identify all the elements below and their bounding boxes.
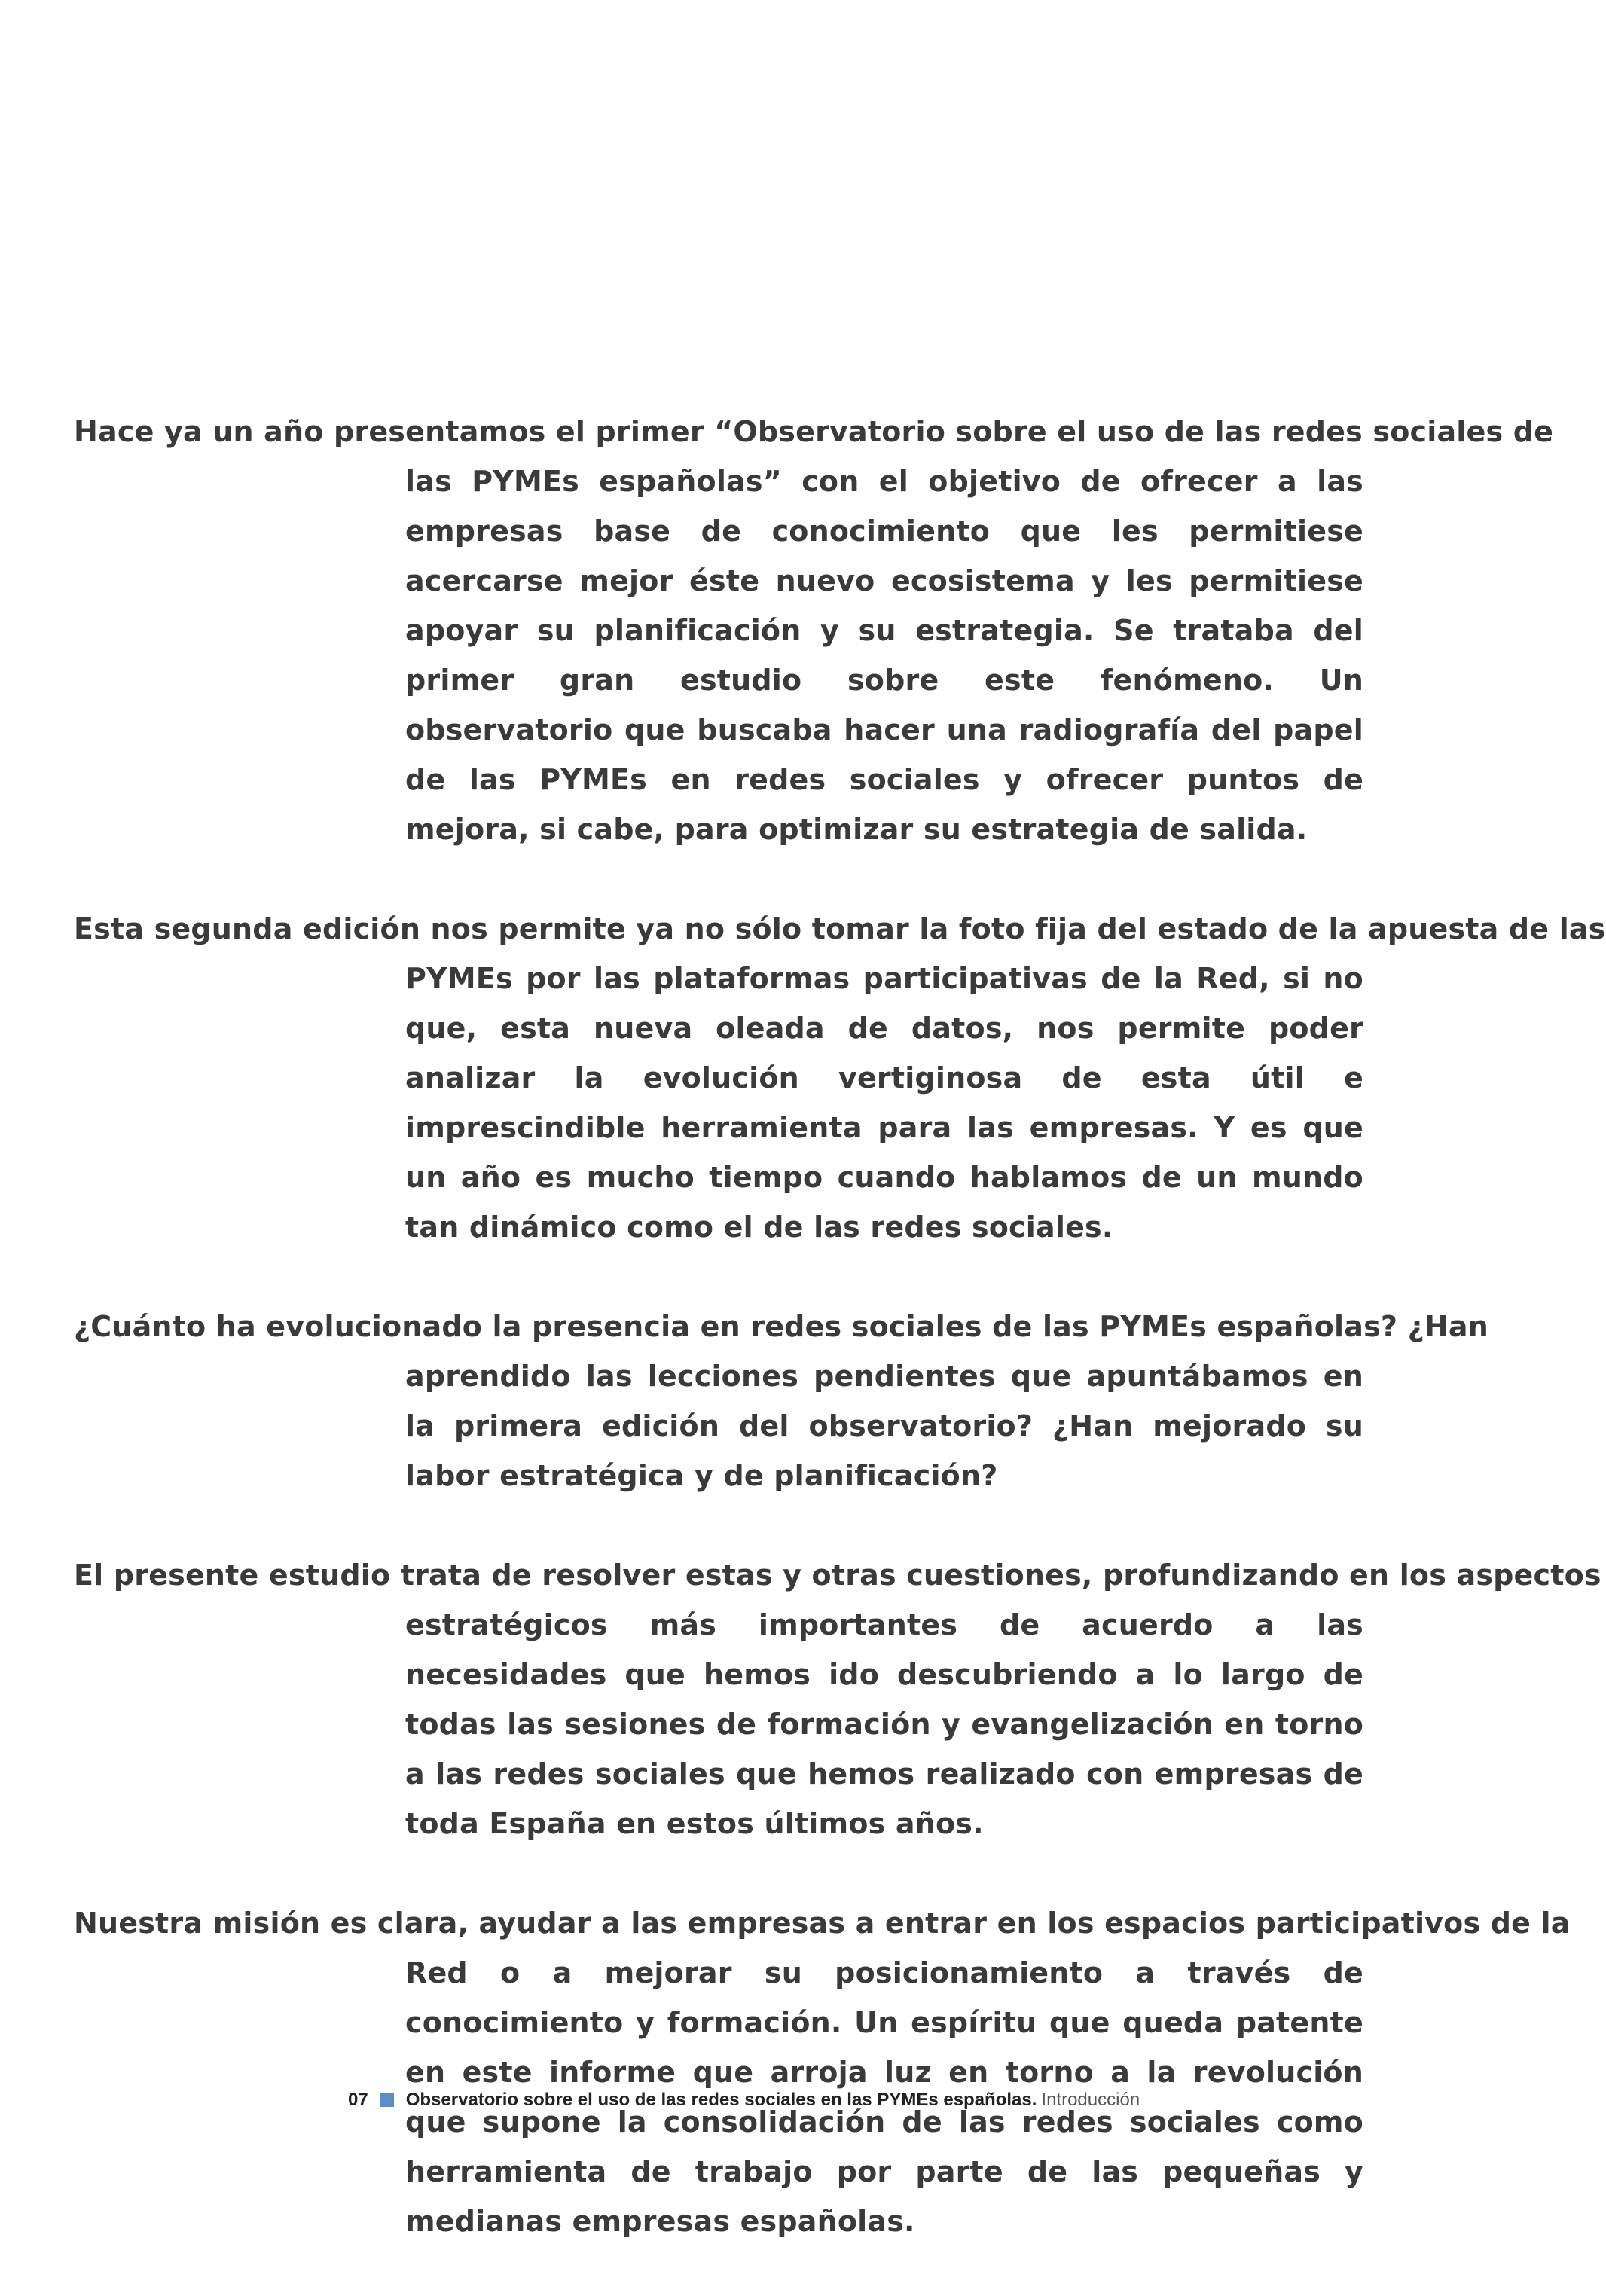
page-number: 07	[348, 2090, 368, 2110]
paragraph-lead: Hace ya un año presentamos el primer “Observatorio sobre el uso de las redes sociales de	[74, 415, 1554, 448]
paragraph-body: PYMEs por las plataformas participativas de la Red, si no que, esta nueva oleada de datos, nos permite poder analizar la evolución vertiginosa de esta útil e imprescindible herramienta para las empresas. Y es que un año es mucho tiempo cuando hablamos de un mundo tan dinámico como el de las redes sociales.	[405, 962, 1363, 1244]
paragraph-3	[74, 1302, 1488, 1501]
paragraph-body: las PYMEs españolas” con el objetivo de ofrecer a las empresas base de conocimiento que les permitiese acercarse mejor éste nuevo ecosistema y les permitiese apoyar su planificación y su estrategia. Se trataba del primer gran estudio sobre este fenómeno. Un observatorio que buscaba hacer una radiografía del papel de las PYMEs en redes sociales y ofrecer puntos de mejora, si cabe, para optimizar su estrategia de salida.	[405, 465, 1363, 846]
paragraph-lead: El presente estudio trata de resolver estas y otras cuestiones, profundizando en los aspectos	[74, 1559, 1601, 1592]
paragraph-lead: Esta segunda edición nos permite ya no sólo tomar la foto fija del estado de la apuesta de las	[74, 912, 1606, 945]
paragraph-lead: Nuestra misión es clara, ayudar a las empresas a entrar en los espacios participativos de la	[74, 1907, 1571, 1940]
main-content	[74, 407, 1606, 2296]
paragraph-5	[74, 1898, 1571, 2246]
footer-title: Observatorio sobre el uso de las redes sociales en las PYMEs españolas.	[405, 2090, 1037, 2110]
page-footer	[348, 2087, 1140, 2114]
paragraph-body: estratégicos más importantes de acuerdo a las necesidades que hemos ido descubriendo a lo largo de todas las sesiones de formación y evangelización en torno a las redes sociales que hemos realizado con empresas de toda España en estos últimos años.	[405, 1608, 1363, 1840]
paragraph-body: aprendido las lecciones pendientes que apuntábamos en la primera edición del observatorio? ¿Han mejorado su labor estratégica y de planificación?	[405, 1360, 1363, 1492]
square-bullet-icon	[380, 2093, 394, 2107]
paragraph-lead: ¿Cuánto ha evolucionado la presencia en redes sociales de las PYMEs españolas? ¿Han	[74, 1310, 1488, 1343]
footer-section: Introducción	[1041, 2090, 1140, 2110]
paragraph-2	[74, 904, 1606, 1252]
paragraph-1	[74, 407, 1554, 854]
paragraph-4	[74, 1550, 1601, 1849]
paragraph-body: Red o a mejorar su posicionamiento a través de conocimiento y formación. Un espíritu que queda patente en este informe que arroja luz en torno a la revolución que supone la consolidación de las redes sociales como herramienta de trabajo por parte de las pequeñas y medianas empresas españolas.	[405, 1956, 1363, 2238]
